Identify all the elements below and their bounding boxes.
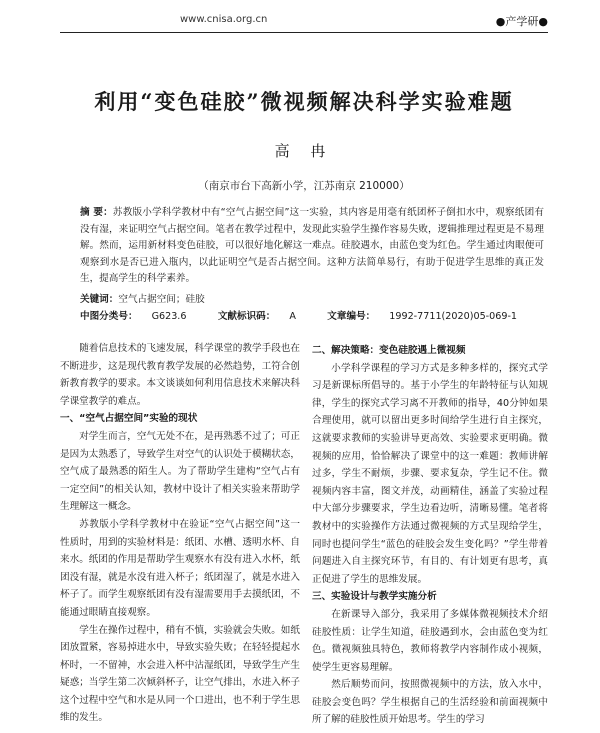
intro-paragraph: 随着信息技术的飞速发展，科学课堂的教学手段也在不断进步，这是现代教育教学发展的必然趋势，工符合创新教育教学的要求。本文谈谈如何利用信息技术来解决科学课堂教学的难点。 bbox=[60, 343, 300, 407]
column-tag: ●产学研● bbox=[495, 15, 548, 28]
page-header bbox=[60, 12, 548, 30]
doc-code-value: A bbox=[289, 311, 296, 322]
keywords bbox=[80, 291, 205, 305]
keywords-text: 空气占据空间；硅胶 bbox=[118, 294, 205, 305]
doc-code bbox=[218, 311, 310, 322]
section-heading-3: 三、实验设计与教学实施分析 bbox=[312, 591, 437, 603]
article-number-label: 文章编号： bbox=[327, 311, 376, 322]
right-column bbox=[312, 342, 548, 729]
paragraph: 然后顺势而问，按照微视频中的方法，放入水中，硅胶会变色吗？学生根据自己的生活经验和前面视频中所了解的硅胶性质开始思考。学生的学习 bbox=[312, 679, 548, 726]
clc-number bbox=[80, 311, 200, 322]
article-metadata bbox=[80, 308, 545, 322]
paragraph: 学生在操作过程中，稍有不慎，实验就会失败。如纸团放置紧，容易掉进水中，导致实验失败；在轻轻提起水杯时，一不留神，水会进入杯中沾湿纸团，导致学生产生疑惑；当学生第二次倾斜杯子，让空气排出，水进入杯子这个过程中空气和水是从同一个口进出，也不利于学生思维的发生。 bbox=[60, 624, 300, 724]
paragraph: 对学生而言，空气无处不在，是再熟悉不过了；可正是因为太熟悉了，导致学生对空气的认识处于模糊状态，空气成了最熟悉的陌生人。为了帮助学生建构“空气占有一定空间”的相关认知，教材中设计了相关实验来帮助学生理解这一概念。 bbox=[60, 430, 300, 513]
paragraph: 苏教版小学科学教材中在验证“空气占据空间”这一性质时，用到的实验材料是：纸团、水槽、透明水杯、自来水。纸团的作用是帮助学生观察水有没有进入水杯，纸团没有湿，就是水没有进入杯子；纸团湿了，就是水进入杯子了。而学生观察纸团有没有湿需要用手去摸纸团，不能通过眼睛直接观察。 bbox=[60, 518, 300, 618]
abstract-label: 摘 要： bbox=[80, 207, 113, 218]
clc-label: 中图分类号： bbox=[80, 311, 138, 322]
keywords-label: 关键词： bbox=[80, 294, 119, 305]
clc-value: G623.6 bbox=[151, 311, 187, 322]
abstract-text: 苏教版小学科学教材中有“空气占据空间”这一实验，其内容是用毫有纸团杯子倒扣水中，观察纸团有没有湿，来证明空气占据空间。笔者在教学过程中，发现此实验学生操作容易失败，逻辑推理过程更是不易理解。然而，运用新材料变色硅胶，可以很好地化解这一难点。硅胶遇水，由蓝色变为红色。学生通过肉眼便可观察到水是否已进入瓶内，以此证明空气是否占据空间。这种方法简单易行，有助于促进学生思维的真正发生，提高学生的科学素养。 bbox=[80, 207, 544, 285]
paragraph: 小学科学课程的学习方式是多种多样的，探究式学习是新课标所倡导的。基于小学生的年龄特征与认知规律，学生的探究式学习离不开教师的指导，40分钟如果合理使用，就可以留出更多时间给学生进行自主探究，这就要求教师的实验讲导更高效、实验要求更明确。微视频的应用，恰恰解决了课堂中的这一难题：教师讲解过多，学生不耐烦，步骤、要求复杂，学生记不住。微视频内容丰富，图文并茂，动画精佳，涵盖了实验过程中大部分步骤要求，学生边看边听，清晰易懂。笔者将教材中的实验操作方法通过微视频的方式呈现给学生，同时也提问学生“蓝色的硅胶会发生变化吗？”学生带着问题进入自主探究环节，有目的、有计划更有思考，真正促进了学生的思维发展。 bbox=[312, 362, 548, 585]
section-heading-1: 一、“空气占据空间”实验的现状 bbox=[60, 413, 198, 425]
author-name: 高 冉 bbox=[274, 142, 334, 160]
left-column bbox=[60, 340, 300, 727]
doc-code-label: 文献标识码： bbox=[217, 311, 276, 322]
paragraph: 在新课导入部分，我采用了多媒体微视频技术介绍硅胶性质：让学生知道，硅胶遇到水，会由蓝色变为红色。微视频独具特色，教师将教学内容制作成小视频，使学生更容易理解。 bbox=[312, 608, 548, 673]
site-url[interactable]: www.cnisa.org.cn bbox=[180, 14, 268, 25]
header-divider bbox=[60, 32, 548, 33]
section-heading-2: 二、解决策略：变色硅胶遇上微视频 bbox=[312, 345, 466, 356]
abstract bbox=[80, 205, 544, 288]
article-number-value: 1992-7711(2020)05-069-1 bbox=[389, 311, 518, 322]
author-affiliation: （南京市台下高新小学，江苏南京 210000） bbox=[198, 180, 410, 192]
article-number bbox=[327, 311, 531, 322]
article-title: 利用“变色硅胶”微视频解决科学实验难题 bbox=[94, 89, 514, 114]
